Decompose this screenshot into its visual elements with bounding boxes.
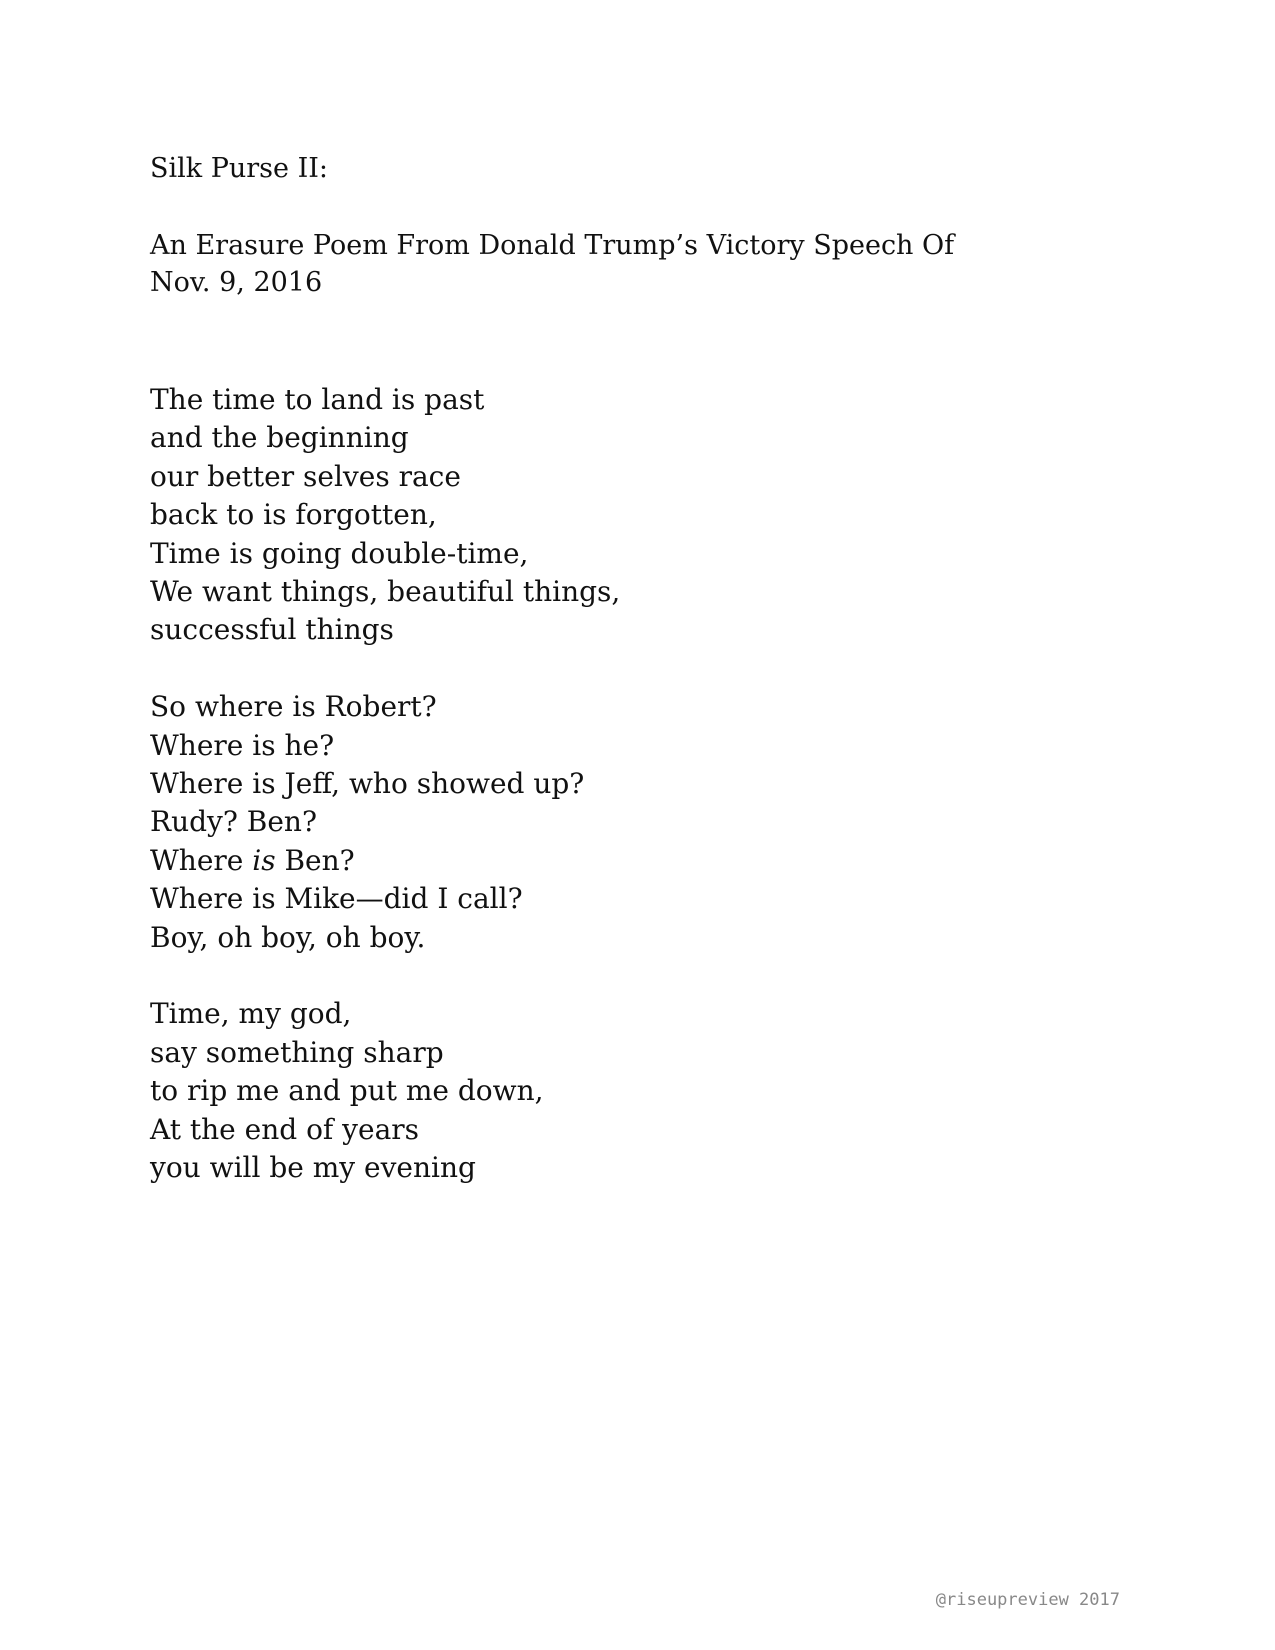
poem-title — [150, 150, 1150, 187]
poem-body — [150, 381, 1050, 1226]
poem-line: At the end of years — [150, 1112, 420, 1146]
title-text: Silk Purse II: — [150, 153, 329, 184]
stanza-1 — [150, 381, 1050, 650]
copyright-footer: @riseupreview 2017 — [935, 1590, 1120, 1610]
poem-line: back to is forgotten, — [150, 498, 437, 532]
poem-line: successful things — [150, 613, 394, 647]
subtitle-line-1: An Erasure Poem From Donald Trump’s Victory Speech Of — [150, 230, 955, 261]
poem-line: Time, my god, — [150, 997, 352, 1031]
poem-line: our better selves race — [150, 459, 461, 493]
poem-line: to rip me and put me down, — [150, 1074, 544, 1108]
poem-line: We want things, beautiful things, — [150, 575, 621, 609]
poem-line: you will be my evening — [150, 1151, 476, 1185]
italic-line-before: Where — [150, 843, 253, 877]
subtitle-line-2: Nov. 9, 2016 — [150, 267, 323, 298]
poem-line: Time is going double-time, — [150, 536, 529, 570]
poem-line: and the beginning — [150, 421, 409, 455]
poem-line: Boy, oh boy, oh boy. — [150, 920, 426, 954]
poem-line: Rudy? Ben? — [150, 805, 317, 839]
poem-line: So where is Robert? — [150, 690, 437, 724]
italic-line-after: Ben? — [275, 843, 355, 877]
stanza-3 — [150, 995, 1050, 1187]
poem-line-italic — [150, 842, 1050, 880]
poem-subtitle — [150, 227, 1150, 301]
poem-line: The time to land is past — [150, 383, 485, 416]
stanza-2 — [150, 688, 1050, 957]
italic-emphasis: is — [252, 843, 276, 877]
poem-line: say something sharp — [150, 1035, 444, 1069]
poem-line: Where is he? — [150, 728, 335, 762]
poem-line: Where is Jeff, who showed up? — [150, 767, 585, 801]
poem-line: Where is Mike—did I call? — [150, 882, 523, 916]
